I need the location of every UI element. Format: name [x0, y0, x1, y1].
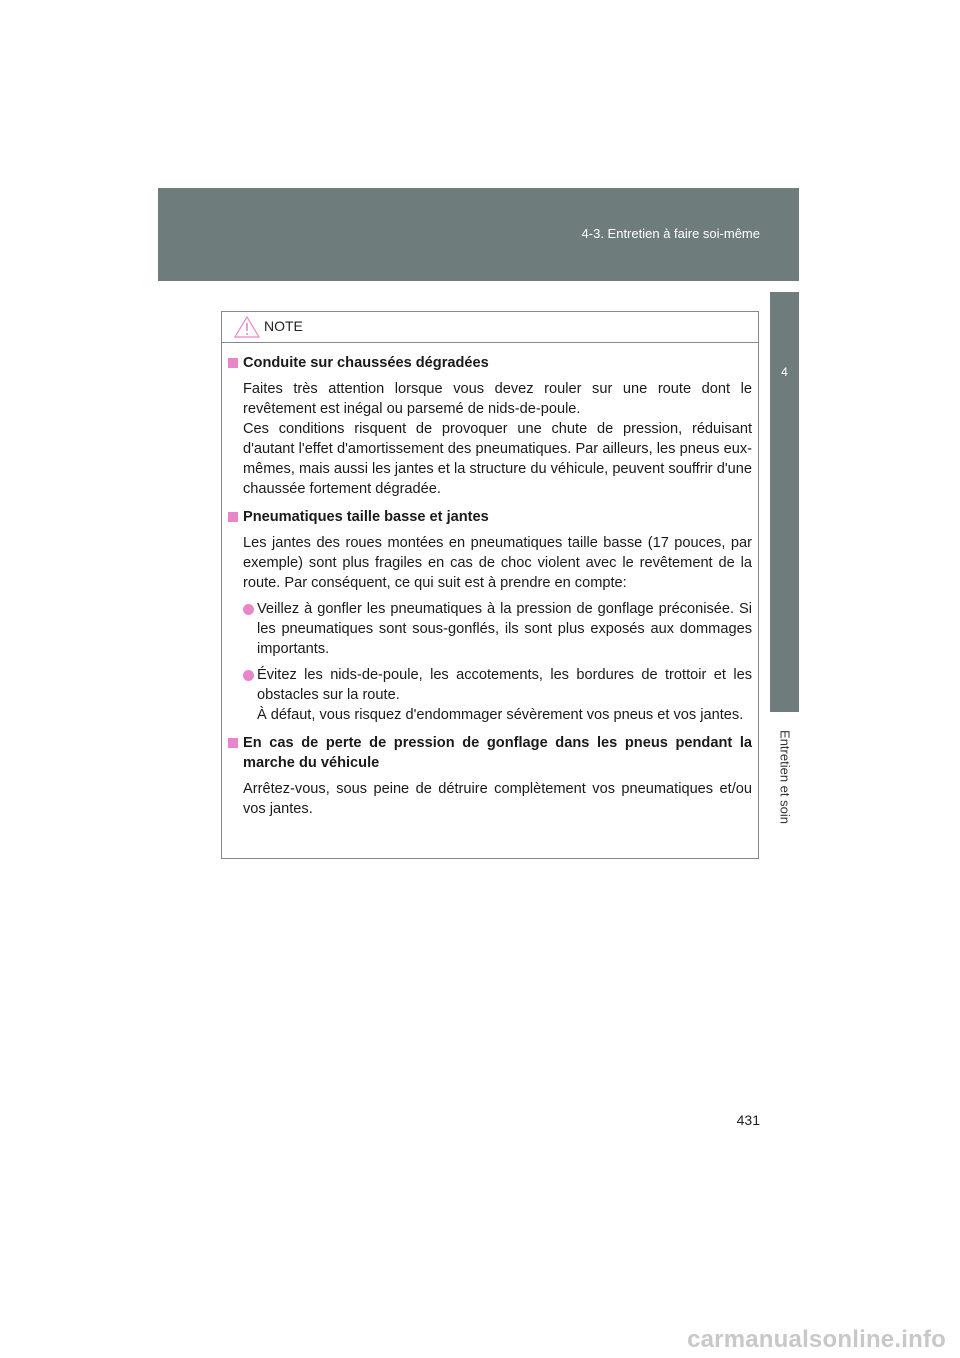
note-section: [228, 507, 752, 725]
note-box: [221, 311, 759, 859]
square-bullet-icon: [228, 738, 238, 748]
note-section: [228, 353, 752, 499]
chapter-label-text: Entretien et soin: [777, 730, 792, 824]
note-section: [228, 733, 752, 819]
note-title: NOTE: [264, 318, 303, 334]
square-bullet-icon: [228, 358, 238, 368]
section-title: Pneumatiques taille basse et jantes: [228, 507, 752, 527]
list-item: Évitez les nids-de-poule, les accotements, les bordures de trottoir et les obstacles sur la route. À défaut, vous risquez d'endommager sévèrement vos pneus et vos jantes.: [257, 665, 752, 725]
watermark: [0, 1322, 960, 1358]
header-band: [158, 188, 799, 281]
note-header: [222, 312, 758, 343]
warning-icon: [234, 316, 260, 338]
section-title: Conduite sur chaussées dégradées: [228, 353, 752, 373]
section-title: En cas de perte de pression de gonflage dans les pneus pendant la marche du véhicule: [228, 733, 752, 773]
square-bullet-icon: [228, 512, 238, 522]
chapter-number: 4: [781, 365, 788, 379]
chapter-tab: [770, 292, 799, 712]
page-number: 431: [736, 1112, 760, 1128]
note-body: [222, 343, 758, 819]
paragraph: Faites très attention lorsque vous devez rouler sur une route dont le revêtement est inégal ou parsemé de nids-de-poule. Ces conditions risquent de provoquer une chute de pression, réduisant d'autant l'effet d'amortissement des pneumatiques. Par ailleurs, les pneus eux-mêmes, mais aussi les jantes et la structure du véhicule, peuvent souffrir d'une chaussée fortement dégradée.: [243, 381, 752, 497]
chapter-label: [770, 712, 799, 842]
section-heading: 4-3. Entretien à faire soi-même: [581, 226, 760, 241]
list-item: Veillez à gonfler les pneumatiques à la pression de gonflage préconisée. Si les pneumatiques sont sous-gonflés, ils sont plus exposés aux dommages importants.: [257, 599, 752, 659]
circle-bullet-icon: [243, 670, 254, 681]
watermark-text: carmanualsonline.info: [687, 1326, 946, 1353]
paragraph: Arrêtez-vous, sous peine de détruire complètement vos pneumatiques et/ou vos jantes.: [243, 781, 752, 817]
paragraph: Les jantes des roues montées en pneumatiques taille basse (17 pouces, par exemple) sont plus fragiles en cas de choc violent avec le revêtement de la route. Par conséquent, ce qui suit est à prendre en compte:: [243, 535, 752, 591]
circle-bullet-icon: [243, 604, 254, 615]
